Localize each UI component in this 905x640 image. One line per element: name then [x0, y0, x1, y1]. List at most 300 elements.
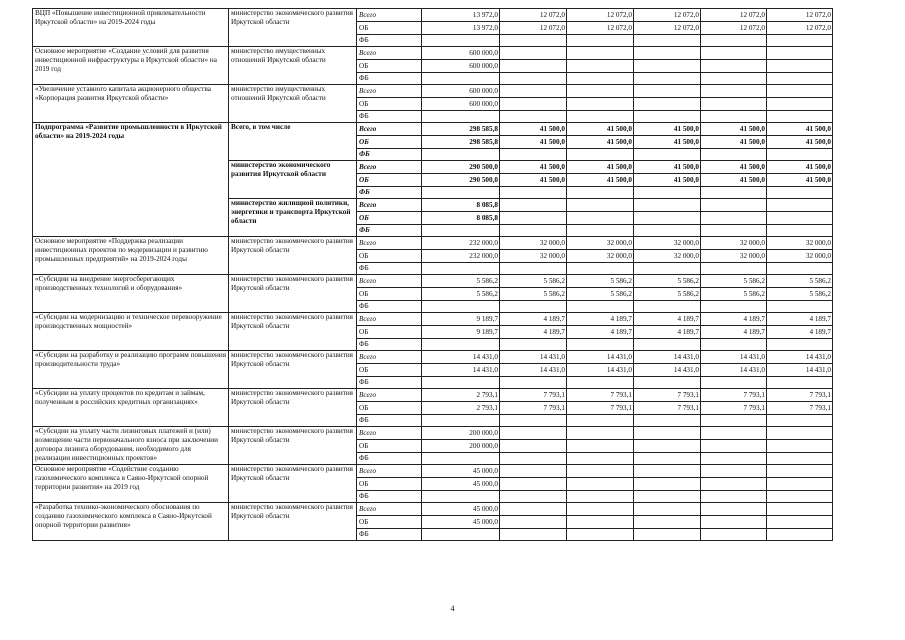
funding-source-cell: ФБ — [357, 529, 422, 541]
measure-name-cell: «Субсидии на уплату части лизинговых платежей и (или) возмещение части первоначального взноса при заключении договора лизинга оборудования, необходимого для реализации инвестиционных проектов» — [33, 427, 229, 465]
amount-cell: 12 072,0 — [767, 22, 833, 35]
amount-cell — [567, 60, 634, 73]
amount-cell — [567, 85, 634, 98]
amount-cell — [422, 225, 500, 237]
amount-cell: 4 189,7 — [567, 313, 634, 326]
amount-cell — [422, 149, 500, 161]
amount-cell: 32 000,0 — [767, 250, 833, 263]
amount-cell: 9 189,7 — [422, 313, 500, 326]
amount-cell: 7 793,1 — [701, 402, 767, 415]
amount-cell: 41 500,0 — [500, 123, 567, 136]
amount-cell: 12 072,0 — [567, 22, 634, 35]
amount-cell — [500, 491, 567, 503]
amount-cell — [634, 98, 701, 111]
table-row — [33, 85, 833, 98]
amount-cell: 14 431,0 — [634, 351, 701, 364]
amount-cell — [701, 199, 767, 212]
funding-source-cell: Всего — [357, 465, 422, 478]
amount-cell — [767, 47, 833, 60]
amount-cell — [767, 415, 833, 427]
amount-cell — [767, 73, 833, 85]
amount-cell — [701, 339, 767, 351]
amount-cell: 5 586,2 — [500, 275, 567, 288]
amount-cell — [422, 263, 500, 275]
amount-cell — [701, 516, 767, 529]
amount-cell — [701, 377, 767, 389]
table-row — [33, 313, 833, 326]
amount-cell — [701, 478, 767, 491]
amount-cell — [701, 491, 767, 503]
amount-cell: 45 000,0 — [422, 465, 500, 478]
amount-cell: 5 586,2 — [701, 288, 767, 301]
amount-cell — [422, 187, 500, 199]
executor-cell: министерство экономического развития Иркутской области — [229, 9, 357, 47]
funding-source-cell: ОБ — [357, 402, 422, 415]
amount-cell — [500, 60, 567, 73]
amount-cell — [567, 427, 634, 440]
amount-cell: 41 500,0 — [500, 161, 567, 174]
funding-source-cell: ОБ — [357, 22, 422, 35]
amount-cell — [567, 478, 634, 491]
table-row — [33, 237, 833, 250]
amount-cell: 32 000,0 — [767, 237, 833, 250]
amount-cell — [567, 301, 634, 313]
amount-cell — [567, 47, 634, 60]
amount-cell: 12 072,0 — [634, 9, 701, 22]
amount-cell: 14 431,0 — [422, 364, 500, 377]
amount-cell: 5 586,2 — [634, 288, 701, 301]
amount-cell — [567, 377, 634, 389]
amount-cell — [634, 199, 701, 212]
amount-cell — [500, 440, 567, 453]
amount-cell: 290 500,0 — [422, 174, 500, 187]
amount-cell — [767, 377, 833, 389]
amount-cell: 12 072,0 — [500, 9, 567, 22]
funding-source-cell: ОБ — [357, 212, 422, 225]
amount-cell — [634, 529, 701, 541]
amount-cell — [634, 516, 701, 529]
amount-cell: 5 586,2 — [701, 275, 767, 288]
amount-cell: 12 072,0 — [767, 9, 833, 22]
funding-source-cell: ФБ — [357, 187, 422, 199]
amount-cell — [567, 263, 634, 275]
amount-cell: 41 500,0 — [634, 161, 701, 174]
executor-cell: министерство экономического развития Иркутской области — [229, 389, 357, 427]
executor-cell: министерство экономического развития Иркутской области — [229, 427, 357, 465]
amount-cell: 12 072,0 — [701, 22, 767, 35]
executor-cell: министерство экономического развития Иркутской области — [229, 161, 357, 199]
amount-cell — [567, 187, 634, 199]
amount-cell — [634, 60, 701, 73]
amount-cell — [634, 35, 701, 47]
amount-cell: 5 586,2 — [567, 275, 634, 288]
amount-cell — [500, 377, 567, 389]
amount-cell — [500, 212, 567, 225]
amount-cell: 41 500,0 — [634, 174, 701, 187]
funding-source-cell: Всего — [357, 237, 422, 250]
executor-cell: министерство экономического развития Иркутской области — [229, 237, 357, 275]
amount-cell: 4 189,7 — [701, 326, 767, 339]
amount-cell: 32 000,0 — [634, 250, 701, 263]
amount-cell — [422, 415, 500, 427]
amount-cell — [567, 516, 634, 529]
amount-cell — [767, 199, 833, 212]
funding-source-cell: ОБ — [357, 174, 422, 187]
executor-cell: Всего, в том числе — [229, 123, 357, 161]
amount-cell: 14 431,0 — [567, 364, 634, 377]
amount-cell: 7 793,1 — [567, 389, 634, 402]
amount-cell — [567, 339, 634, 351]
amount-cell: 5 586,2 — [567, 288, 634, 301]
funding-source-cell: Всего — [357, 389, 422, 402]
amount-cell — [634, 111, 701, 123]
funding-source-cell: ОБ — [357, 364, 422, 377]
amount-cell — [500, 111, 567, 123]
amount-cell: 5 586,2 — [422, 275, 500, 288]
amount-cell: 298 585,8 — [422, 123, 500, 136]
amount-cell — [701, 503, 767, 516]
amount-cell: 41 500,0 — [701, 161, 767, 174]
amount-cell: 14 431,0 — [500, 351, 567, 364]
amount-cell — [422, 301, 500, 313]
amount-cell — [567, 491, 634, 503]
amount-cell: 12 072,0 — [500, 22, 567, 35]
amount-cell: 14 431,0 — [767, 351, 833, 364]
amount-cell — [567, 503, 634, 516]
funding-source-cell: ОБ — [357, 60, 422, 73]
measure-name-cell: «Разработка технико-экономического обоснования по созданию газохимического комплекса в Саяно-Иркутской опорной территории развития» — [33, 503, 229, 541]
amount-cell — [701, 301, 767, 313]
funding-source-cell: ОБ — [357, 478, 422, 491]
amount-cell: 5 586,2 — [767, 288, 833, 301]
funding-source-cell: Всего — [357, 85, 422, 98]
amount-cell: 41 500,0 — [567, 136, 634, 149]
amount-cell — [634, 263, 701, 275]
measure-name-cell: «Субсидии на внедрение энергосберегающих производственных технологий и оборудования» — [33, 275, 229, 313]
amount-cell: 32 000,0 — [567, 237, 634, 250]
amount-cell: 600 000,0 — [422, 85, 500, 98]
amount-cell — [701, 149, 767, 161]
amount-cell — [567, 212, 634, 225]
amount-cell — [767, 225, 833, 237]
funding-source-cell: ФБ — [357, 73, 422, 85]
funding-source-cell: ОБ — [357, 440, 422, 453]
amount-cell: 41 500,0 — [500, 136, 567, 149]
amount-cell: 4 189,7 — [634, 326, 701, 339]
amount-cell — [567, 73, 634, 85]
amount-cell: 32 000,0 — [500, 250, 567, 263]
amount-cell — [767, 516, 833, 529]
table-row — [33, 389, 833, 402]
amount-cell: 32 000,0 — [634, 237, 701, 250]
amount-cell: 7 793,1 — [767, 402, 833, 415]
amount-cell — [500, 453, 567, 465]
amount-cell: 298 585,8 — [422, 136, 500, 149]
amount-cell — [767, 111, 833, 123]
amount-cell — [500, 301, 567, 313]
amount-cell — [567, 111, 634, 123]
page-number: 4 — [450, 604, 455, 613]
amount-cell — [701, 60, 767, 73]
funding-source-cell: ФБ — [357, 415, 422, 427]
amount-cell: 41 500,0 — [567, 174, 634, 187]
amount-cell: 41 500,0 — [567, 161, 634, 174]
amount-cell: 45 000,0 — [422, 516, 500, 529]
amount-cell: 7 793,1 — [634, 389, 701, 402]
amount-cell: 5 586,2 — [634, 275, 701, 288]
amount-cell: 600 000,0 — [422, 60, 500, 73]
funding-source-cell: Всего — [357, 427, 422, 440]
measure-name-cell: Основное мероприятие «Содействие созданию газохимического комплекса в Саяно-Иркутской опорной территории развития» на 2019 год — [33, 465, 229, 503]
amount-cell — [767, 453, 833, 465]
amount-cell: 41 500,0 — [567, 123, 634, 136]
amount-cell — [634, 453, 701, 465]
amount-cell: 7 793,1 — [634, 402, 701, 415]
funding-source-cell: ФБ — [357, 263, 422, 275]
amount-cell: 5 586,2 — [500, 288, 567, 301]
measure-name-cell: Основное мероприятие «Создание условий для развития инвестиционной инфраструктуры в Иркутской области» на 2019 год — [33, 47, 229, 85]
funding-source-cell: Всего — [357, 275, 422, 288]
amount-cell — [634, 339, 701, 351]
amount-cell: 4 189,7 — [500, 313, 567, 326]
amount-cell — [767, 60, 833, 73]
amount-cell — [767, 529, 833, 541]
executor-cell: министерство жилищной политики, энергетики и транспорта Иркутской области — [229, 199, 357, 237]
amount-cell: 45 000,0 — [422, 503, 500, 516]
amount-cell — [701, 440, 767, 453]
executor-cell: министерство экономического развития Иркутской области — [229, 275, 357, 313]
amount-cell: 41 500,0 — [767, 136, 833, 149]
amount-cell — [634, 47, 701, 60]
amount-cell — [422, 339, 500, 351]
amount-cell: 9 189,7 — [422, 326, 500, 339]
executor-cell: министерство имущественных отношений Иркутской области — [229, 85, 357, 123]
amount-cell: 7 793,1 — [500, 402, 567, 415]
funding-source-cell: ОБ — [357, 326, 422, 339]
amount-cell — [500, 263, 567, 275]
amount-cell: 14 431,0 — [634, 364, 701, 377]
amount-cell — [767, 98, 833, 111]
amount-cell — [634, 503, 701, 516]
measure-name-cell: «Субсидии на уплату процентов по кредитам и займам, полученным в российских кредитных организациях» — [33, 389, 229, 427]
amount-cell — [701, 225, 767, 237]
amount-cell: 41 500,0 — [701, 136, 767, 149]
amount-cell — [634, 415, 701, 427]
amount-cell — [500, 73, 567, 85]
amount-cell — [767, 263, 833, 275]
amount-cell — [500, 149, 567, 161]
funding-source-cell: ФБ — [357, 377, 422, 389]
amount-cell — [701, 453, 767, 465]
amount-cell — [500, 47, 567, 60]
funding-source-cell: ОБ — [357, 288, 422, 301]
amount-cell: 13 972,0 — [422, 22, 500, 35]
amount-cell — [500, 516, 567, 529]
funding-source-cell: ОБ — [357, 136, 422, 149]
executor-cell: министерство экономического развития Иркутской области — [229, 351, 357, 389]
amount-cell — [500, 427, 567, 440]
amount-cell — [500, 225, 567, 237]
amount-cell — [634, 225, 701, 237]
amount-cell — [767, 491, 833, 503]
amount-cell — [422, 377, 500, 389]
amount-cell — [500, 35, 567, 47]
table-row — [33, 123, 833, 136]
amount-cell: 41 500,0 — [634, 136, 701, 149]
amount-cell: 12 072,0 — [567, 9, 634, 22]
amount-cell — [567, 199, 634, 212]
amount-cell — [567, 225, 634, 237]
amount-cell — [767, 85, 833, 98]
amount-cell — [701, 85, 767, 98]
amount-cell: 14 431,0 — [500, 364, 567, 377]
amount-cell: 13 972,0 — [422, 9, 500, 22]
amount-cell — [422, 35, 500, 47]
funding-source-cell: Всего — [357, 161, 422, 174]
funding-source-cell: Всего — [357, 199, 422, 212]
measure-name-cell: «Увеличение уставного капитала акционерного общества «Корпорация развития Иркутской области» — [33, 85, 229, 123]
amount-cell: 8 085,8 — [422, 212, 500, 225]
executor-cell: министерство имущественных отношений Иркутской области — [229, 47, 357, 85]
funding-source-cell: Всего — [357, 313, 422, 326]
amount-cell — [767, 440, 833, 453]
amount-cell — [567, 35, 634, 47]
funding-source-cell: ФБ — [357, 149, 422, 161]
amount-cell: 7 793,1 — [701, 389, 767, 402]
amount-cell — [701, 73, 767, 85]
executor-cell: министерство экономического развития Иркутской области — [229, 465, 357, 503]
amount-cell — [567, 440, 634, 453]
amount-cell — [500, 98, 567, 111]
amount-cell — [701, 98, 767, 111]
funding-source-cell: ОБ — [357, 98, 422, 111]
amount-cell — [701, 465, 767, 478]
amount-cell — [634, 187, 701, 199]
amount-cell — [500, 529, 567, 541]
amount-cell — [767, 427, 833, 440]
amount-cell — [500, 187, 567, 199]
amount-cell: 7 793,1 — [767, 389, 833, 402]
amount-cell: 200 000,0 — [422, 427, 500, 440]
measure-name-cell: Подпрограмма «Развитие промышленности в Иркутской области» на 2019-2024 годы — [33, 123, 229, 237]
amount-cell — [767, 35, 833, 47]
funding-source-cell: ФБ — [357, 491, 422, 503]
executor-cell: министерство экономического развития Иркутской области — [229, 503, 357, 541]
amount-cell — [767, 187, 833, 199]
amount-cell — [767, 301, 833, 313]
amount-cell — [422, 111, 500, 123]
executor-cell: министерство экономического развития Иркутской области — [229, 313, 357, 351]
funding-source-cell: Всего — [357, 47, 422, 60]
amount-cell — [701, 35, 767, 47]
amount-cell: 232 000,0 — [422, 237, 500, 250]
measure-name-cell: «Субсидии на разработку и реализацию программ повышения производительности труда» — [33, 351, 229, 389]
amount-cell: 5 586,2 — [767, 275, 833, 288]
amount-cell: 41 500,0 — [701, 123, 767, 136]
amount-cell: 14 431,0 — [422, 351, 500, 364]
funding-source-cell: ОБ — [357, 250, 422, 263]
funding-source-cell: ОБ — [357, 516, 422, 529]
funding-source-cell: Всего — [357, 123, 422, 136]
amount-cell — [567, 465, 634, 478]
funding-source-cell: ФБ — [357, 339, 422, 351]
funding-source-cell: ФБ — [357, 111, 422, 123]
table-row — [33, 465, 833, 478]
amount-cell: 14 431,0 — [767, 364, 833, 377]
amount-cell: 4 189,7 — [567, 326, 634, 339]
amount-cell — [634, 478, 701, 491]
funding-source-cell: ФБ — [357, 225, 422, 237]
table-row — [33, 9, 833, 22]
amount-cell — [422, 529, 500, 541]
amount-cell — [634, 427, 701, 440]
amount-cell: 12 072,0 — [634, 22, 701, 35]
amount-cell — [634, 73, 701, 85]
amount-cell: 32 000,0 — [500, 237, 567, 250]
amount-cell: 32 000,0 — [567, 250, 634, 263]
budget-table — [32, 8, 833, 541]
measure-name-cell: «Субсидии на модернизацию и техническое перевооружение производственных мощностей» — [33, 313, 229, 351]
amount-cell: 32 000,0 — [701, 250, 767, 263]
amount-cell — [701, 263, 767, 275]
measure-name-cell: ВЦП «Повышение инвестиционной привлекательности Иркутской области» на 2019-2024 годы — [33, 9, 229, 47]
amount-cell: 2 793,1 — [422, 402, 500, 415]
amount-cell: 4 189,7 — [767, 326, 833, 339]
amount-cell — [500, 478, 567, 491]
amount-cell — [500, 339, 567, 351]
amount-cell: 41 500,0 — [767, 161, 833, 174]
funding-source-cell: Всего — [357, 9, 422, 22]
amount-cell: 2 793,1 — [422, 389, 500, 402]
amount-cell: 12 072,0 — [701, 9, 767, 22]
amount-cell — [767, 149, 833, 161]
amount-cell: 14 431,0 — [701, 351, 767, 364]
amount-cell — [701, 111, 767, 123]
amount-cell: 8 085,8 — [422, 199, 500, 212]
amount-cell: 5 586,2 — [422, 288, 500, 301]
table-row — [33, 351, 833, 364]
amount-cell — [767, 465, 833, 478]
amount-cell — [634, 212, 701, 225]
amount-cell: 45 000,0 — [422, 478, 500, 491]
funding-source-cell: Всего — [357, 503, 422, 516]
amount-cell — [567, 529, 634, 541]
amount-cell: 14 431,0 — [701, 364, 767, 377]
amount-cell — [767, 212, 833, 225]
amount-cell: 4 189,7 — [701, 313, 767, 326]
amount-cell — [701, 529, 767, 541]
table-row — [33, 275, 833, 288]
amount-cell — [500, 503, 567, 516]
amount-cell — [422, 453, 500, 465]
amount-cell: 4 189,7 — [500, 326, 567, 339]
measure-name-cell: Основное мероприятие «Поддержка реализации инвестиционных проектов по модернизации и развитию промышленных предприятий» на 2019-2024 годы — [33, 237, 229, 275]
table-row — [33, 427, 833, 440]
amount-cell — [634, 301, 701, 313]
amount-cell: 7 793,1 — [500, 389, 567, 402]
amount-cell — [500, 199, 567, 212]
amount-cell: 4 189,7 — [634, 313, 701, 326]
amount-cell: 41 500,0 — [500, 174, 567, 187]
funding-source-cell: Всего — [357, 351, 422, 364]
amount-cell — [567, 415, 634, 427]
amount-cell — [634, 440, 701, 453]
amount-cell — [767, 503, 833, 516]
amount-cell: 290 500,0 — [422, 161, 500, 174]
amount-cell: 600 000,0 — [422, 47, 500, 60]
amount-cell — [634, 377, 701, 389]
amount-cell — [701, 187, 767, 199]
